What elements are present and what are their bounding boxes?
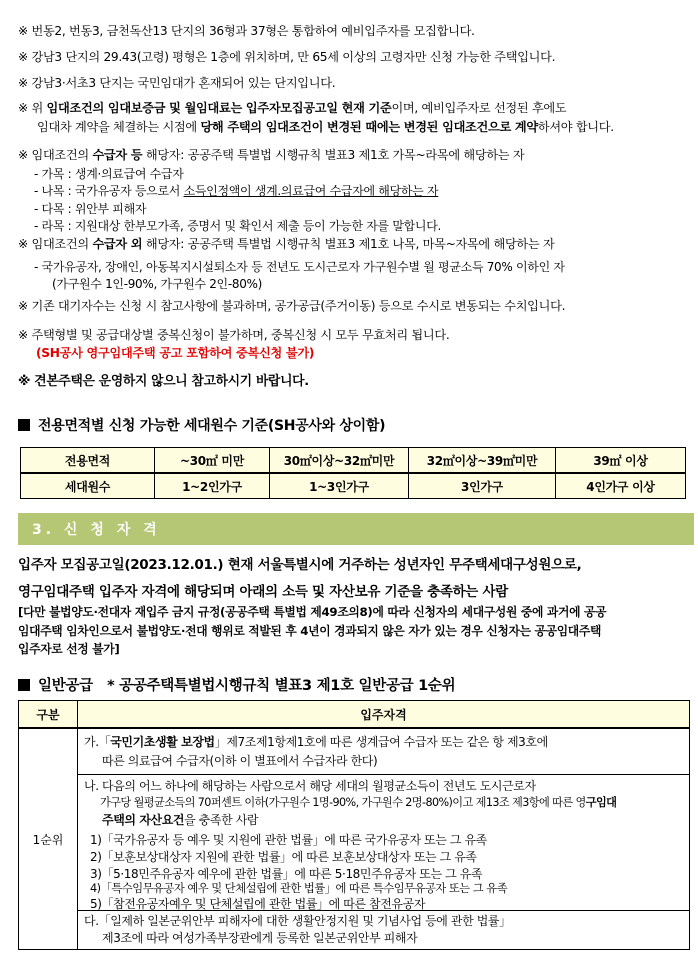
note-6-line2: (가구원수 1인-90%, 가구원수 2인-80%) <box>52 277 263 291</box>
note-4-line2 <box>37 119 614 136</box>
eligibility-para-3: [다만 불법양도·전대자 재입주 금지 규정(공공주택 특별법 제49조의8)에 따라 신청자의 세대구성원 중에 과거에 공공 <box>18 605 607 619</box>
area-section-title <box>18 415 385 435</box>
qual-na-item: 4)「특수임무유공자 예우 및 단체설립에 관한 법률」에 따른 특수임무유공자 또는 그 유족 <box>90 882 508 895</box>
qualification-cell-na <box>78 775 690 911</box>
note-5-item-ga: - 가목 : 생계·의료급여 수급자 <box>34 167 184 181</box>
note-5-item-na-underlined: 소득인정액이 생계.의료급여 수급자에 해당하는 자 <box>183 184 439 198</box>
qualification-cell-ga <box>78 728 690 775</box>
qualification-table <box>18 700 690 950</box>
qual-ga-prefix: 가.「 <box>84 735 111 749</box>
note-5-item-na-prefix: - 나목 : 국가유공자 등으로서 <box>34 184 184 198</box>
note-6-prefix: ※ 임대조건의 <box>18 237 93 251</box>
qualification-cell-da-body <box>78 911 689 949</box>
note-5-item-ra: - 라목 : 지원대상 한부모가족, 증명서 및 확인서 제출 등이 가능한 자를 말합니다. <box>34 219 442 233</box>
qualification-row-ga <box>19 728 690 775</box>
eligibility-para-5: 입주자로 선정 불가] <box>18 642 120 656</box>
section-3-header <box>18 513 694 545</box>
note-4-line2-rest: 하셔야 합니다. <box>537 120 614 134</box>
note-6-line1: - 국가유공자, 장애인, 아동복지시설퇴소자 등 전년도 도시근로자 가구원수별 월 평균소득 70% 이하인 자 <box>34 260 565 274</box>
qual-na-item: 5)「참전유공자예우 및 단체설립에 관한 법률」에 따른 참전유공자 <box>90 897 426 911</box>
note-4-line1 <box>18 100 566 117</box>
qual-na-line3-bold: 주택의 자산요건 <box>102 813 185 827</box>
area-cell: 1~2인가구 <box>155 473 270 499</box>
qual-na-line2 <box>100 795 616 811</box>
area-cell: 1~3인가구 <box>270 473 409 499</box>
eligibility-para-1: 입주자 모집공고일(2023.12.01.) 현재 서울특별시에 거주하는 성년자인 무주택세대구성원으로, <box>18 557 582 573</box>
square-bullet-icon <box>18 419 30 431</box>
qualification-cell-da <box>78 911 690 950</box>
area-header-cell: 39㎡ 이상 <box>556 448 686 474</box>
note-4-prefix: ※ 위 <box>18 101 47 115</box>
note-4-line2-prefix: 임대차 계약을 체결하는 시점에 <box>37 120 201 134</box>
area-table-row <box>21 473 686 499</box>
qual-na-line2-bold: 구임대 <box>585 796 617 809</box>
note-5-rest: 해당자: 공공주택 특별법 시행규칙 별표3 제1호 가목~라목에 해당하는 자 <box>142 148 525 162</box>
note-6-rest: 해당자: 공공주택 특별법 시행규칙 별표3 제1호 나목, 마목~자목에 해당하는 자 <box>142 237 555 251</box>
qualification-cell-ga-body <box>78 729 689 774</box>
note-6 <box>18 236 554 253</box>
note-9: ※ 견본주택은 운영하지 않으니 참고하시기 바랍니다. <box>18 374 309 389</box>
area-header-cell: 전용면적 <box>21 448 155 474</box>
area-header-cell: ~30㎡ 미만 <box>155 448 270 474</box>
area-table-header-row <box>21 448 686 474</box>
note-6-bold: 수급자 외 <box>92 237 143 251</box>
general-section-title-text: 일반공급 * 공공주택특별법시행규칙 별표3 제1호 일반공급 1순위 <box>38 678 456 694</box>
eligibility-para-2: 영구임대주택 입주자 자격에 해당되며 아래의 소득 및 자산보유 기준을 충족하는 사람 <box>18 584 508 600</box>
qual-da-line2: 제3조에 따라 여성가족부장관에게 등록한 일본군위안부 피해자 <box>102 931 418 945</box>
note-4-rest: 이며, 예비입주자로 선정된 후에도 <box>391 101 567 115</box>
section-3-title: 3. 신 청 자 격 <box>32 522 161 538</box>
qual-na-line3 <box>102 812 258 828</box>
qualification-header-row <box>19 701 690 729</box>
qualification-row-na <box>19 775 690 911</box>
eligibility-para-4: 임대주택 임차인으로서 불법양도·전대 행위로 적발된 후 4년이 경과되지 않은 자가 있는 경우 신청자는 공공임대주택 <box>18 624 602 638</box>
area-header-cell: 30㎡이상~32㎡미만 <box>270 448 409 474</box>
qualification-row-da <box>19 911 690 950</box>
note-7: ※ 기존 대기자수는 신청 시 참고사항에 불과하며, 공가공급(주거이동) 등으로 수시로 변동되는 수치입니다. <box>18 299 566 313</box>
general-section-title <box>18 674 455 695</box>
note-5-item-na <box>34 183 438 199</box>
qual-da-line1: 다.「일제하 일본군위안부 피해자에 대한 생활안정지원 및 기념사업 등에 관한 법률」 <box>84 914 511 928</box>
note-3: ※ 강남3·서초3 단지는 국민임대가 혼재되어 있는 단지입니다. <box>18 76 336 90</box>
qualification-header-category: 구분 <box>19 701 78 729</box>
qual-ga-line1 <box>84 734 548 750</box>
qual-na-line2-text: 가구당 월평균소득의 70퍼센트 이하(가구원수 1명-90%, 가구원수 2명-80%)이고 제13조 제3항에 따른 영 <box>100 796 586 809</box>
note-5 <box>18 147 524 164</box>
note-5-prefix: ※ 임대조건의 <box>18 148 93 162</box>
qual-na-line1: 나. 다음의 어느 하나에 해당하는 사람으로서 해당 세대의 월평균소득이 전년도 도시근로자 <box>84 779 536 793</box>
note-8-red: (SH공사 영구임대주택 공고 포함하여 중복신청 불가) <box>36 346 315 360</box>
note-1: ※ 번동2, 번동3, 금천독산13 단지의 36형과 37형은 통합하여 예비입주자를 모집합니다. <box>18 24 475 38</box>
area-cell: 세대원수 <box>21 473 155 499</box>
note-5-item-da: - 다목 : 위안부 피해자 <box>34 202 147 216</box>
area-section-title-text: 전용면적별 신청 가능한 세대원수 기준(SH공사와 상이함) <box>38 418 386 434</box>
area-cell: 3인가구 <box>409 473 556 499</box>
note-4-line2-bold: 당해 주택의 임대조건이 변경된 때에는 변경된 임대조건으로 계약 <box>200 120 538 134</box>
qual-na-item: 1)「국가유공자 등 예우 및 지원에 관한 법률」에 따른 국가유공자 또는 그 유족 <box>90 833 487 847</box>
note-4-bold: 임대조건의 임대보증금 및 월임대료는 입주자모집공고일 현재 기준 <box>46 101 392 115</box>
qual-ga-bold: 국민기초생활 보장법 <box>110 735 215 749</box>
area-header-cell: 32㎡이상~39㎡미만 <box>409 448 556 474</box>
qual-ga-line2: 따른 의료급여 수급자(이하 이 별표에서 수급자라 한다) <box>102 754 378 768</box>
area-table <box>20 447 686 499</box>
note-2: ※ 강남3 단지의 29.43(고령) 평형은 1층에 위치하며, 만 65세 이상의 고령자만 신청 가능한 주택입니다. <box>18 50 556 64</box>
note-8: ※ 주택형별 및 공급대상별 중복신청이 불가하며, 중복신청 시 모두 무효처리 됩니다. <box>18 328 450 342</box>
qualification-header-qualification: 입주자격 <box>78 701 690 729</box>
qual-ga-rest: 」제7조제1항제1호에 따른 생계급여 수급자 또는 같은 항 제3호에 <box>214 735 548 749</box>
square-bullet-icon <box>18 679 30 691</box>
note-5-bold: 수급자 등 <box>92 148 143 162</box>
area-cell: 4인가구 이상 <box>556 473 686 499</box>
qual-na-item: 3)「5·18민주유공자 예우에 관한 법률」에 따른 5·18민주유공자 또는 그 유족 <box>90 867 483 881</box>
qual-na-line3-text: 을 충족한 사람 <box>184 813 259 827</box>
qual-na-item: 2)「보훈보상대상자 지원에 관한 법률」에 따른 보훈보상대상자 또는 그 유족 <box>90 850 477 864</box>
qualification-cell-na-body <box>78 775 689 910</box>
rank-cell: 1순위 <box>19 728 78 950</box>
